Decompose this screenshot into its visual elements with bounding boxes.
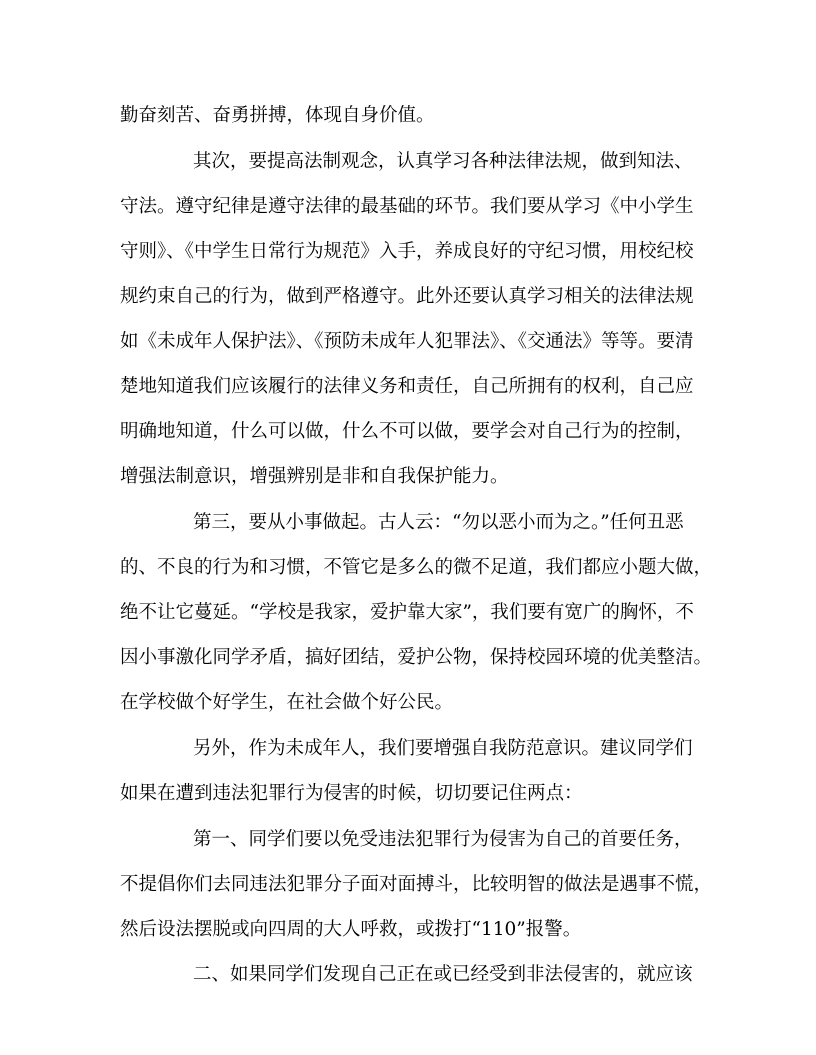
text-line: 如《未成年人保护法》、《预防未成年人犯罪法》、《交通法》等等。要清 [120, 331, 694, 352]
text-line: 规约束自己的行为，做到严格遵守。此外还要认真学习相关的法律法规 [120, 286, 694, 307]
text-line: 勤奋刻苦、奋勇拼搏，体现自身价值。 [120, 105, 435, 126]
text-line: 另外，作为未成年人，我们要增强自我防范意识。建议同学们 [193, 738, 693, 759]
text-line: 二、如果同学们发现自己正在或已经受到非法侵害的，就应该 [193, 964, 693, 985]
text-line: 楚地知道我们应该履行的法律义务和责任，自己所拥有的权利，自己应 [120, 376, 694, 397]
text-line: 在学校做个好学生，在社会做个好公民。 [120, 692, 454, 713]
text-line: 不提倡你们去同违法犯罪分子面对面搏斗，比较明智的做法是遇事不慌， [120, 874, 713, 895]
text-line: 第三，要从小事做起。古人云：“勿以恶小而为之。”任何丑恶 [193, 512, 684, 533]
text-line: 守法。遵守纪律是遵守法律的最基础的环节。我们要从学习《中小学生 [120, 196, 694, 217]
text-line: 明确地知道，什么可以做，什么不可以做，要学会对自己行为的控制， [120, 421, 694, 442]
text-line: 第一、同学们要以免受违法犯罪行为侵害为自己的首要任务， [193, 829, 693, 850]
text-line: 的、不良的行为和习惯，不管它是多么的微不足道，我们都应小题大做， [120, 557, 713, 578]
text-line: 增强法制意识，增强辨别是非和自我保护能力。 [120, 466, 509, 487]
text-line: 绝不让它蔓延。“学校是我家，爱护靠大家”，我们要有宽广的胸怀，不 [120, 602, 694, 623]
text-line: 守则》、《中学生日常行为规范》入手，养成良好的守纪习惯，用校纪校 [120, 241, 694, 262]
text-line: 因小事激化同学矛盾，搞好团结，爱护公物，保持校园环境的优美整洁。 [120, 647, 713, 668]
text-line: 其次，要提高法制观念，认真学习各种法律法规，做到知法、 [193, 151, 693, 172]
text-line: 然后设法摆脱或向四周的大人呼救，或拨打“110”报警。 [120, 919, 582, 940]
text-line: 如果在遭到违法犯罪行为侵害的时候，切切要记住两点： [120, 783, 583, 804]
